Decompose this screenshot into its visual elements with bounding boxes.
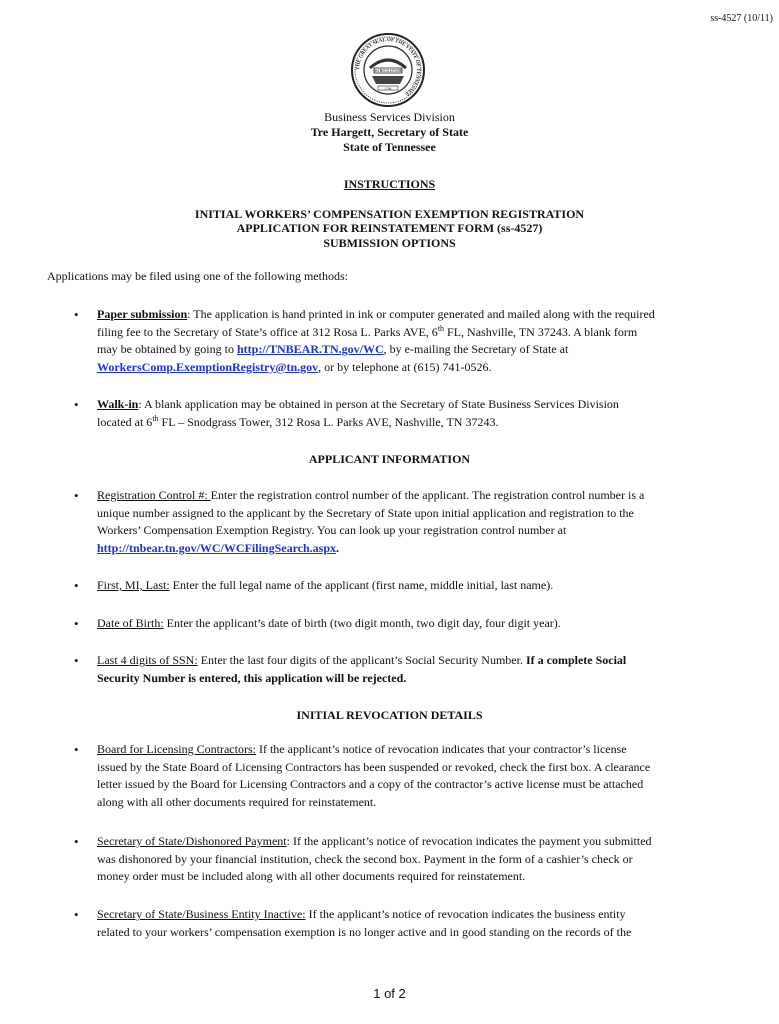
- bullet-icon: •: [74, 578, 79, 593]
- bullet-icon: •: [74, 488, 79, 503]
- seal-ring-text: THE GREAT SEAL OF THE STATE OF TENNESSEE: [355, 37, 421, 97]
- document-titles: [0, 207, 779, 250]
- state-name: State of Tennessee: [343, 140, 436, 154]
- walk-in-label: Walk-in: [97, 397, 139, 411]
- seal-year: 1796: [384, 86, 392, 91]
- seal-center-text: AGRICULTURE: [373, 68, 403, 73]
- instructions-heading: INSTRUCTIONS: [343, 177, 436, 191]
- intro-text: Applications may be filed using one of the following methods:: [47, 269, 348, 283]
- applicant-info-heading: APPLICANT INFORMATION: [308, 452, 471, 466]
- tennessee-state-seal: [350, 32, 426, 108]
- bullet-icon: •: [74, 397, 79, 412]
- title-line-2: APPLICATION FOR REINSTATEMENT FORM (ss-4527): [236, 221, 543, 236]
- division-name: Business Services Division: [324, 110, 455, 124]
- dishonored-payment-label: Secretary of State/Dishonored Payment: [97, 834, 287, 848]
- registry-email-link[interactable]: WorkersComp.ExemptionRegistry@tn.gov: [97, 359, 319, 374]
- header-block: [0, 110, 779, 155]
- tnbear-wc-link[interactable]: http://TNBEAR.TN.gov/WC: [236, 342, 384, 357]
- registration-control-item: Registration Control #: Enter the registration control number of the applicant. The registration control number is a unique number assigned to the applicant by the Secretary of State upon initial application and registration to the Workers’ Compensation Exemption Registry. You can look up your registration control number at http://tnbear.tn.gov/WC/WCFilingSearch.aspx.: [97, 488, 645, 555]
- dob-item: Date of Birth: Enter the applicant’s date of birth (two digit month, two digit day, four digit year).: [97, 616, 561, 630]
- title-line-1: INITIAL WORKERS’ COMPENSATION EXEMPTION REGISTRATION: [194, 207, 585, 221]
- bullet-icon: •: [74, 834, 79, 849]
- bullet-icon: •: [74, 307, 79, 322]
- filing-search-link[interactable]: http://tnbear.tn.gov/WC/WCFilingSearch.aspx: [97, 540, 337, 555]
- dob-label: Date of Birth:: [97, 616, 164, 630]
- name-item: First, MI, Last: Enter the full legal name of the applicant (first name, middle initial, last name).: [97, 578, 554, 592]
- dishonored-payment-item: Secretary of State/Dishonored Payment: If the applicant’s notice of revocation indicates the payment you submitted was dishonored by your financial institution, check the second box. Payment in the form of a cashier’s check or money order must be included along with all other documents required for reinstatement.: [97, 834, 652, 884]
- paper-submission-item: Paper submission: The application is hand printed in ink or computer generated and mailed along with the required filing fee to the Secretary of State’s office at 312 Rosa L. Parks AVE, 6th FL, Nashville, TN 37243. A blank form may be obtained by going to http://TNBEAR.TN.gov/WC, by e-mailing the Secretary of State at WorkersComp.ExemptionRegistry@tn.gov, or by telephone at (615) 741-0526.: [97, 307, 655, 374]
- ssn-warning: Security Number is entered, this application will be rejected.: [97, 670, 407, 685]
- secretary-name: Tre Hargett, Secretary of State: [310, 125, 469, 139]
- form-number: ss-4527 (10/11): [710, 13, 773, 24]
- registration-control-label: Registration Control #:: [97, 488, 211, 502]
- title-line-3: SUBMISSION OPTIONS: [323, 235, 456, 250]
- bullet-icon: •: [74, 616, 79, 631]
- board-licensing-label: Board for Licensing Contractors:: [97, 742, 256, 756]
- board-licensing-item: Board for Licensing Contractors: If the applicant’s notice of revocation indicates that your contractor’s license issued by the State Board of Licensing Contractors has been suspended or revoked, check the first box. A clearance letter issued by the Board for Licensing Contractors and a copy of the contractor’s active license must be attached along with all other documents required for reinstatement.: [97, 742, 651, 809]
- page-number: 1 of 2: [373, 986, 406, 1001]
- paper-submission-label: Paper submission: [97, 307, 188, 321]
- name-label: First, MI, Last:: [97, 578, 170, 592]
- bullet-icon: •: [74, 742, 79, 757]
- bullet-icon: •: [74, 653, 79, 668]
- walk-in-item: Walk-in: A blank application may be obtained in person at the Secretary of State Business Services Division located at 6th FL – Snodgrass Tower, 312 Rosa L. Parks AVE, Nashville, TN 37243.: [97, 397, 619, 429]
- ssn-label: Last 4 digits of SSN:: [97, 653, 198, 667]
- entity-inactive-label: Secretary of State/Business Entity Inactive:: [97, 907, 306, 921]
- ssn-item: Last 4 digits of SSN: Enter the last four digits of the applicant’s Social Security Number. If a complete Social Security Number is entered, this application will be rejected.: [97, 653, 627, 685]
- bullet-icon: •: [74, 907, 79, 922]
- revocation-heading: INITIAL REVOCATION DETAILS: [296, 708, 483, 722]
- entity-inactive-item: Secretary of State/Business Entity Inactive: If the applicant’s notice of revocation indicates the business entity related to your workers’ compensation exemption is no longer active and in good standing on the records of the: [97, 907, 632, 939]
